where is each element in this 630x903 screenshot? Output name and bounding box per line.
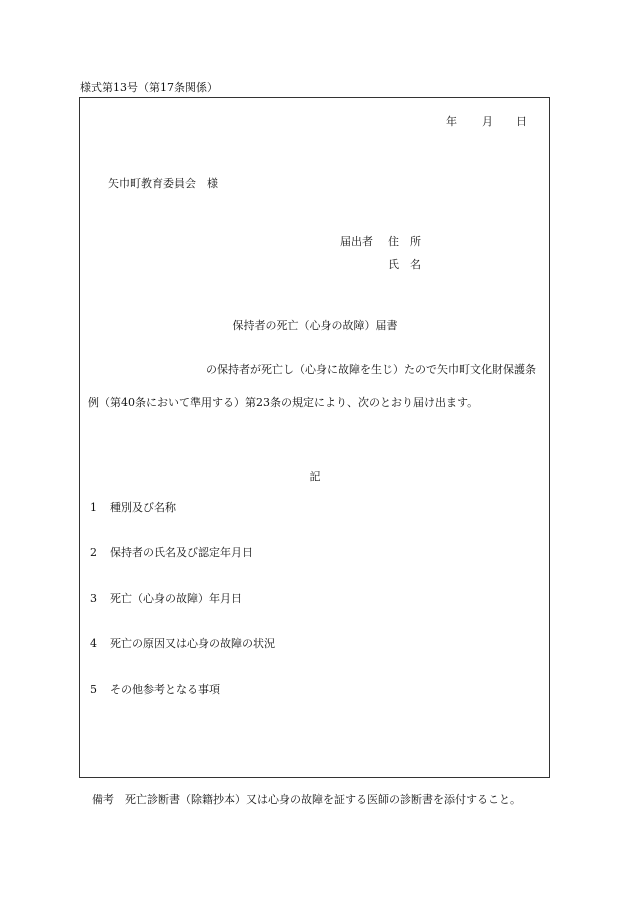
- item-number: 3: [90, 592, 97, 605]
- body-text-line-2: 例（第40条において準用する）第23条の規定により、次のとおり届け出ます。: [88, 396, 479, 409]
- item-text: 種別及び名称: [110, 501, 176, 514]
- ki-heading: 記: [309, 470, 321, 483]
- list-item: [90, 684, 220, 695]
- item-text: 保持者の氏名及び認定年月日: [110, 546, 253, 559]
- form-frame: [79, 97, 550, 778]
- list-item: [90, 638, 275, 649]
- remarks-note: 備考 死亡診断書（除籍抄本）又は心身の故障を証する医師の診断書を添付すること。: [92, 793, 521, 806]
- item-number: 1: [90, 501, 97, 514]
- address-label: 住 所: [388, 235, 421, 248]
- date-year-label: 年: [446, 115, 457, 128]
- item-text: 死亡の原因又は心身の故障の状況: [110, 637, 275, 650]
- item-text: その他参考となる事項: [110, 683, 220, 696]
- body-text-line-1: の保持者が死亡し（心身に故障を生じ）たので矢巾町文化財保護条: [206, 363, 536, 376]
- list-item: [90, 547, 253, 558]
- item-text: 死亡（心身の故障）年月日: [110, 592, 242, 605]
- item-number: 2: [90, 546, 97, 559]
- addressee: 矢巾町教育委員会 様: [108, 177, 218, 190]
- list-item: [90, 593, 242, 604]
- name-label: 氏 名: [388, 258, 421, 271]
- document-title: 保持者の死亡（心身の故障）届書: [232, 319, 398, 332]
- date-month-label: 月: [482, 115, 493, 128]
- applicant-label: 届出者: [340, 235, 373, 248]
- item-number: 5: [90, 683, 97, 696]
- date-day-label: 日: [516, 115, 527, 128]
- list-item: [90, 502, 176, 513]
- form-number-label: 様式第13号（第17条関係）: [80, 81, 218, 94]
- item-number: 4: [90, 637, 97, 650]
